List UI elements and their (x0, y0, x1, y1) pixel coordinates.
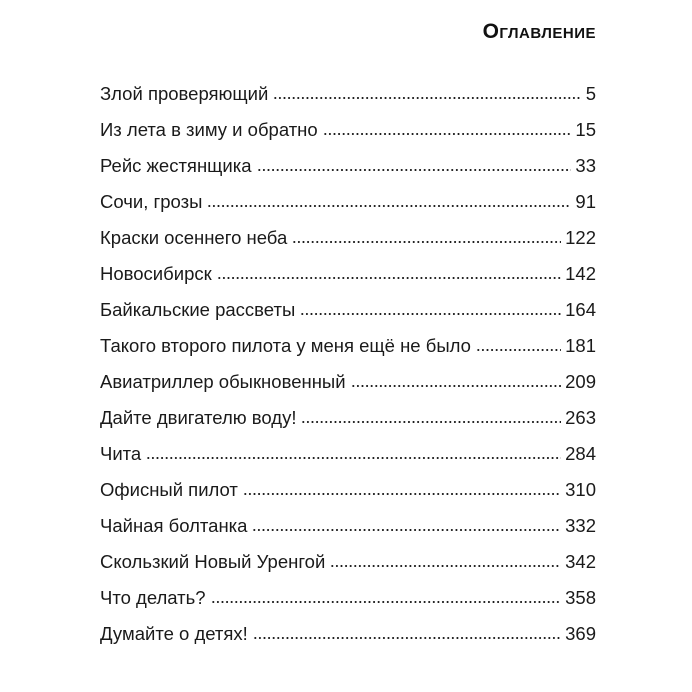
toc-entry-page: 5 (585, 83, 596, 104)
dot-leader (476, 348, 561, 352)
toc-entry (100, 580, 596, 616)
toc-entry-page: 181 (565, 335, 596, 356)
toc-entry (100, 436, 596, 472)
toc-entry (100, 76, 596, 112)
toc-entry (100, 616, 596, 652)
toc-entry-page: 358 (565, 587, 596, 608)
toc-entry-title: Краски осеннего неба (100, 227, 288, 248)
toc-entry-page: 284 (565, 443, 596, 464)
toc-entry (100, 256, 596, 292)
toc-entry-title: Дайте двигателю воду! (100, 407, 297, 428)
toc-entry-page: 122 (565, 227, 596, 248)
toc-entry-title: Байкальские рассветы (100, 299, 296, 320)
toc-entry-page: 369 (565, 623, 596, 644)
dot-leader (323, 132, 572, 136)
toc-entry (100, 184, 596, 220)
toc-entry (100, 472, 596, 508)
toc-entry-title: Офисный пилот (100, 479, 238, 500)
toc-entry-title: Такого второго пилота у меня ещё не было (100, 335, 471, 356)
toc-entry-page: 263 (565, 407, 596, 428)
toc-entry (100, 220, 596, 256)
dot-leader (292, 240, 561, 244)
dot-leader (301, 420, 561, 424)
toc-entry-title: Чайная болтанка (100, 515, 248, 536)
toc-entry-title: Из лета в зиму и обратно (100, 119, 318, 140)
toc-entry (100, 508, 596, 544)
toc-entry-title: Думайте о детях! (100, 623, 248, 644)
dot-leader (217, 276, 561, 280)
dot-leader (351, 384, 562, 388)
toc-entry (100, 328, 596, 364)
toc-entry-page: 91 (575, 191, 596, 212)
toc-list (100, 76, 596, 652)
toc-entry-page: 142 (565, 263, 596, 284)
toc-entry (100, 544, 596, 580)
dot-leader (252, 528, 561, 532)
toc-entry (100, 112, 596, 148)
toc-entry-page: 209 (565, 371, 596, 392)
toc-entry-title: Злой проверяющий (100, 83, 269, 104)
toc-entry-title: Что делать? (100, 587, 206, 608)
dot-leader (330, 564, 561, 568)
dot-leader (243, 492, 561, 496)
toc-entry-title: Скользкий Новый Уренгой (100, 551, 326, 572)
toc-entry-title: Новосибирск (100, 263, 212, 284)
dot-leader (207, 204, 571, 208)
dot-leader (300, 312, 561, 316)
dot-leader (146, 456, 561, 460)
toc-entry-page: 164 (565, 299, 596, 320)
toc-entry-title: Рейс жестянщика (100, 155, 252, 176)
toc-entry (100, 148, 596, 184)
dot-leader (257, 168, 572, 172)
toc-entry (100, 400, 596, 436)
toc-entry-page: 342 (565, 551, 596, 572)
toc-heading: Оглавление (482, 20, 596, 43)
toc-entry-page: 15 (575, 119, 596, 140)
toc-entry (100, 364, 596, 400)
dot-leader (211, 600, 562, 604)
toc-entry (100, 292, 596, 328)
toc-entry-page: 332 (565, 515, 596, 536)
dot-leader (253, 636, 561, 640)
toc-entry-title: Чита (100, 443, 142, 464)
toc-entry-title: Авиатриллер обыкновенный (100, 371, 346, 392)
toc-entry-page: 310 (565, 479, 596, 500)
toc-entry-title: Сочи, грозы (100, 191, 203, 212)
dot-leader (273, 96, 581, 100)
toc-entry-page: 33 (575, 155, 596, 176)
